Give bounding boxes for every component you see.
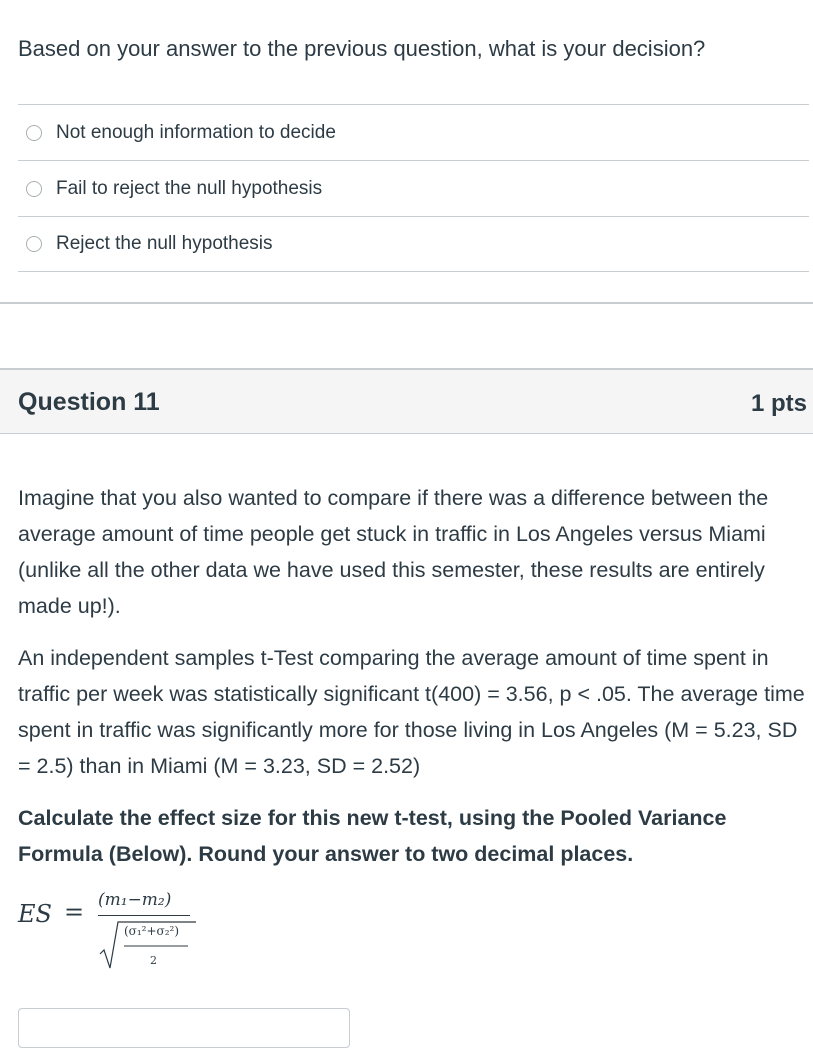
radio-button[interactable] (26, 125, 42, 141)
answer-label: Fail to reject the null hypothesis (56, 177, 323, 199)
radio-button[interactable] (26, 236, 42, 252)
formula-numerator: (m₁−m₂) (98, 890, 172, 910)
question-paragraph-1: Imagine that you also wanted to compare if there was a difference between the average amount of time people get stuck in traffic in Los Angeles versus Miami (unlike all the other data we have used this semester, these results are entirely made up!). (18, 486, 769, 618)
answer-input[interactable] (18, 1008, 350, 1048)
question-points: 1 pts (750, 390, 807, 417)
formula-inner-numerator: (σ₁²+σ₂²) (124, 924, 180, 938)
pooled-variance-formula (18, 888, 208, 978)
section-divider (0, 302, 813, 304)
answer-options (18, 104, 809, 272)
answer-label: Not enough information to decide (56, 121, 336, 143)
question-header (0, 368, 813, 434)
answer-option-not-enough-info[interactable] (18, 104, 809, 160)
formula-inner-denominator: 2 (150, 954, 157, 967)
question-paragraph-2: An independent samples t-Test comparing the average amount of time spent in traffic per week was statistically significant t(400) = 3.56, p < .05. The average time spent in traffic was significantly more for those living in Los Angeles (M = 5.23, SD = 2.5) than in Miami (M = 3.23, SD = 2.52) (18, 646, 805, 778)
previous-question-text: Based on your answer to the previous question, what is your decision? (18, 36, 706, 61)
answer-option-fail-to-reject[interactable] (18, 160, 809, 216)
formula-lhs: ES (18, 900, 52, 928)
answer-option-reject[interactable] (18, 216, 809, 272)
question-title: Question 11 (18, 388, 160, 416)
answer-label: Reject the null hypothesis (56, 233, 273, 254)
radio-button[interactable] (26, 181, 42, 197)
question-instruction: Calculate the effect size for this new t-test, using the Pooled Variance Formula (Below). Round your answer to two decimal places. (18, 806, 727, 866)
formula-equals: = (64, 898, 85, 926)
